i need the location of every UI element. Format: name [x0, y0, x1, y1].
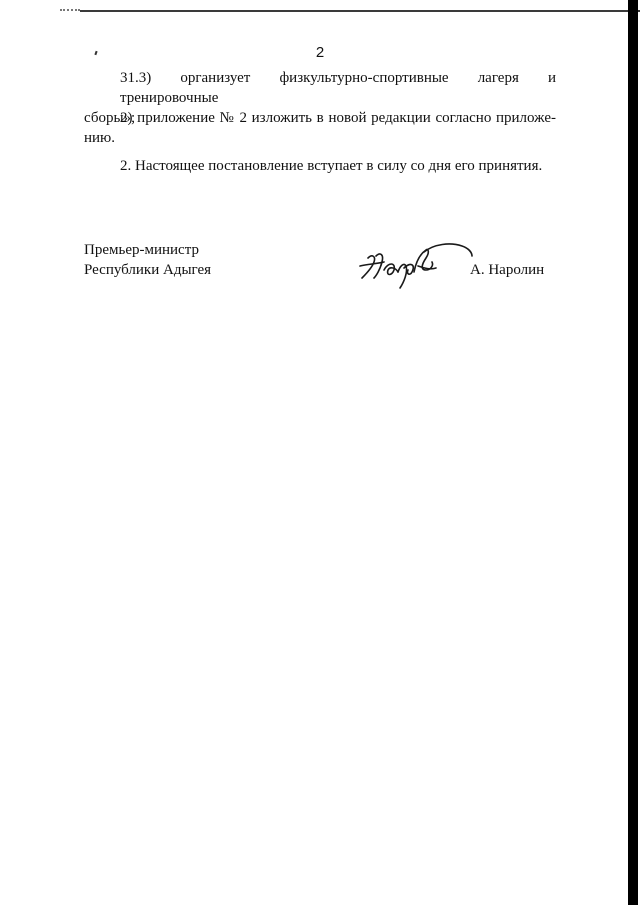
paragraph-line: 31.3) организует физкультурно-спортивные лагеря и тренировочные: [120, 70, 556, 106]
signer-title-line: Премьер-министр: [84, 242, 199, 258]
signer-title-line: Республики Адыгея: [84, 262, 212, 278]
handwritten-signature: [354, 232, 480, 292]
paragraph-line: 2) приложение № 2 изложить в новой редакции согласно приложе-: [120, 110, 556, 126]
page-number: 2: [315, 44, 325, 61]
scan-top-edge: [80, 10, 640, 12]
scan-right-edge: [628, 0, 638, 905]
paragraph-line: сборы»;: [84, 110, 136, 126]
scan-edge-dots: [60, 9, 80, 13]
signer-name: А. Наролин: [470, 262, 545, 278]
paragraph-line: нию.: [84, 130, 116, 146]
signer-title: [84, 240, 211, 280]
paragraph-effective-date: [84, 156, 556, 176]
paragraph-line: 2. Настоящее постановление вступает в силу со дня его принятия.: [120, 158, 543, 174]
paragraph-appendix-2: [84, 108, 556, 148]
